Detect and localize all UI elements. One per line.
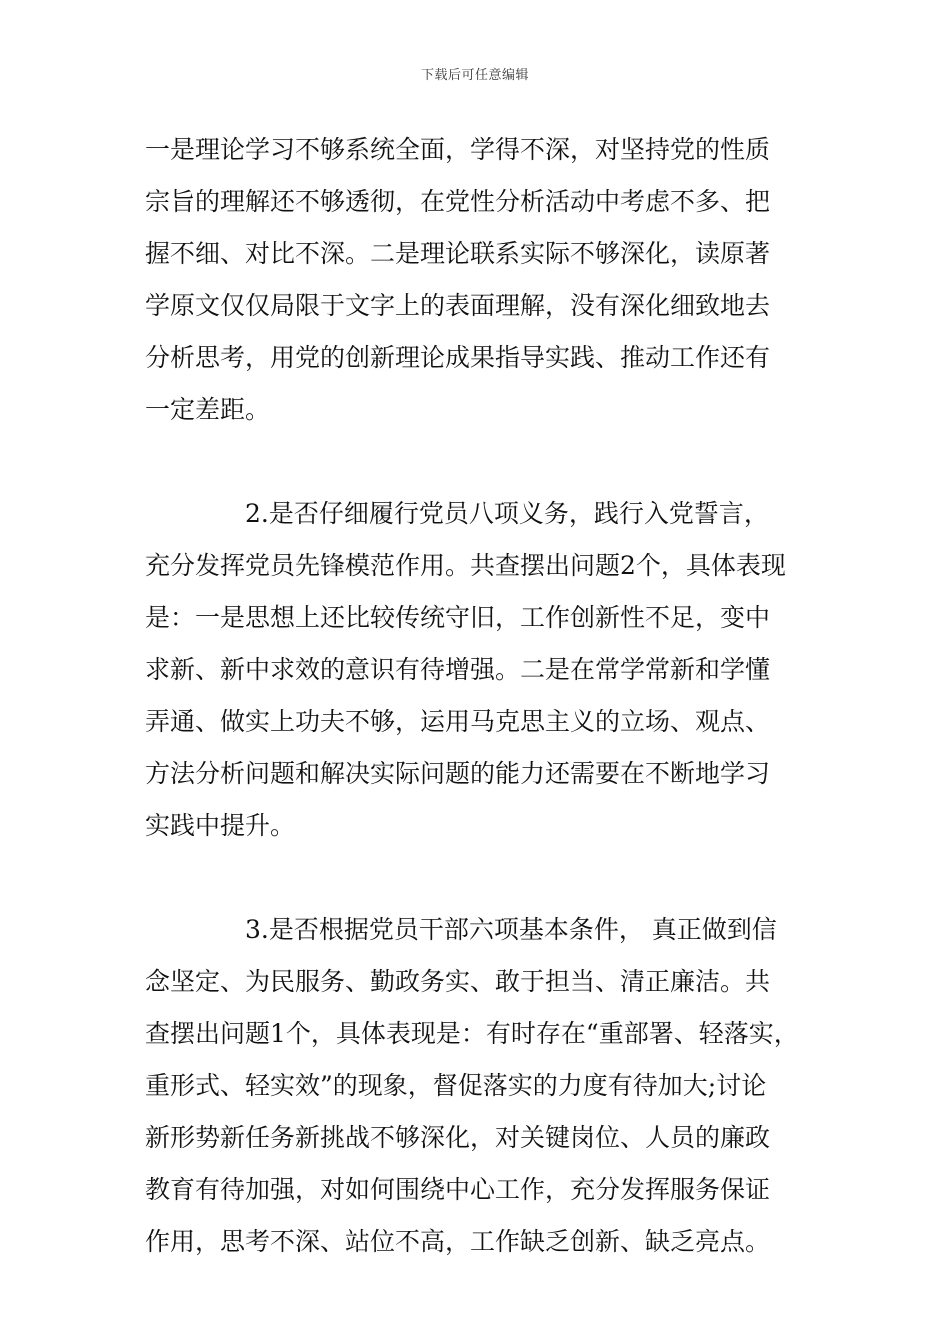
paragraph-line: 查摆出问题1个，具体表现是：有时存在“重部署、轻落实， [145,1019,799,1048]
paragraph-line: 方法分析问题和解决实际问题的能力还需要在不断地学习 [145,759,771,788]
document-body [145,124,810,1268]
paragraph-line: 是：一是思想上还比较传统守旧，工作创新性不足，变中 [145,603,771,632]
paragraph-2 [145,488,810,852]
paragraph-line: 作用，思考不深、站位不高，工作缺乏创新、缺乏亮点。 [145,1227,771,1256]
paragraph-spacer [145,852,810,904]
paragraph-line: 握不细、对比不深。二是理论联系实际不够深化，读原著 [145,239,771,268]
paragraph-line: 宗旨的理解还不够透彻，在党性分析活动中考虑不多、把 [145,187,771,216]
paragraph-line: 新形势新任务新挑战不够深化，对关键岗位、人员的廉政 [145,1123,771,1152]
paragraph-line: 一定差距。 [145,395,271,424]
paragraph-line: 重形式、轻实效”的现象，督促落实的力度有待加大;讨论 [145,1071,767,1100]
paragraph-3 [145,904,810,1268]
paragraph-line: 分析思考，用党的创新理论成果指导实践、推动工作还有 [145,343,771,372]
paragraph-line: 学原文仅仅局限于文字上的表面理解，没有深化细致地去 [145,291,771,320]
paragraph-line: 求新、新中求效的意识有待增强。二是在常学常新和学懂 [145,655,771,684]
paragraph-line: 3.是否根据党员干部六项基本条件， 真正做到信 [245,915,777,944]
page-header: 下载后可任意编辑 [420,68,529,83]
paragraph-line: 实践中提升。 [145,811,296,840]
paragraph-line: 教育有待加强，对如何围绕中心工作，充分发挥服务保证 [145,1175,771,1204]
paragraph-1 [145,124,810,436]
paragraph-spacer [145,436,810,488]
paragraph-line: 念坚定、为民服务、勤政务实、敢于担当、清正廉洁。共 [145,967,771,996]
paragraph-line: 2.是否仔细履行党员八项义务，践行入党誓言， [245,499,769,528]
paragraph-line: 弄通、做实上功夫不够，运用马克思主义的立场、观点、 [145,707,771,736]
paragraph-line: 一是理论学习不够系统全面，学得不深，对坚持党的性质 [145,135,771,164]
paragraph-line: 充分发挥党员先锋模范作用。共查摆出问题2个，具体表现 [145,551,786,580]
